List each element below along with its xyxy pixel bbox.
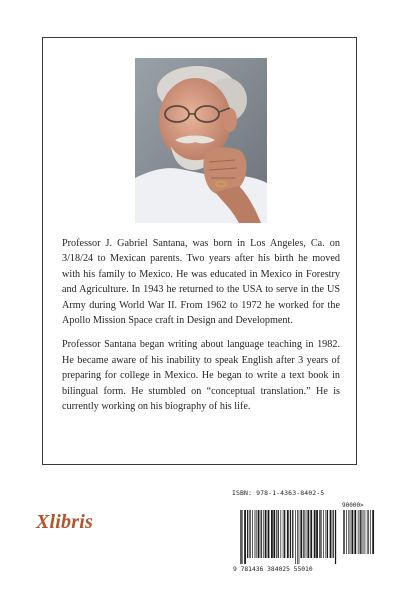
barcode-bar — [360, 510, 361, 554]
barcode-bar — [368, 510, 369, 554]
author-photo — [135, 58, 267, 223]
barcode-bar — [263, 510, 264, 558]
barcode-bar — [314, 510, 316, 558]
isbn-barcode-icon — [240, 510, 338, 564]
barcode-bar — [361, 510, 362, 554]
barcode-bar — [320, 510, 321, 558]
barcode-bar — [370, 510, 371, 554]
barcode-bar — [372, 510, 374, 554]
barcode-bar — [306, 510, 307, 558]
barcode-bar — [333, 510, 334, 558]
barcode-bar — [323, 510, 324, 558]
barcode-bar — [265, 510, 267, 558]
barcode-bar — [310, 510, 312, 558]
bio-paragraph-2: Professor Santana began writing about language teaching in 1982. He became aware of his inability to speak English after 3 years of preparing for college in Mexico. He began to write a text book in bilingual form. He stumbled on “conceptual translation.” He is currently working on his biography of his life. — [62, 339, 340, 413]
barcode-bar — [247, 510, 248, 558]
barcode-bar — [278, 510, 279, 558]
barcode-bar — [358, 510, 359, 554]
barcode-bar — [303, 510, 304, 558]
barcode-bar — [352, 510, 354, 554]
publisher-logo: Xlibris — [36, 511, 93, 533]
barcode-bar — [283, 510, 284, 558]
barcode-bar — [271, 510, 273, 558]
barcode-bar — [300, 510, 302, 558]
bio-paragraph-1: Professor J. Gabriel Santana, was born in Los Angeles, Ca. on 3/18/24 to Mexican parents. Two years after his birth he moved with his family to Mexico. He was educated in Mexico in Forestry and Agriculture. In 1943 he returned to the USA to serve in the US Army during World War II. From 1962 to 1972 he worked for the Apollo Mission Space craft in Design and Development. — [62, 238, 340, 327]
barcode-bar — [343, 510, 344, 554]
barcode-bar — [319, 510, 320, 558]
price-addon-label: 90000> — [342, 502, 364, 509]
barcode-bar — [290, 510, 291, 558]
barcode-bar — [330, 510, 332, 558]
barcode-bar — [280, 510, 281, 558]
barcode-bar — [255, 510, 256, 558]
barcode-bar — [292, 510, 293, 558]
barcode-bar — [346, 510, 347, 554]
barcode-bar — [287, 510, 289, 558]
barcode-bar — [363, 510, 364, 554]
barcode-bar — [350, 510, 351, 554]
barcode-bar — [326, 510, 327, 558]
barcode-bar — [244, 510, 246, 564]
barcode-bar — [307, 510, 309, 558]
barcode-bar — [316, 510, 318, 558]
barcode-bar — [335, 510, 336, 564]
barcode-bar — [261, 510, 262, 558]
author-portrait-icon — [135, 58, 267, 223]
barcode-bar — [348, 510, 349, 554]
barcode-bar — [367, 510, 368, 554]
price-barcode-icon — [343, 510, 376, 564]
barcode-bar — [354, 510, 356, 554]
barcode-bar — [256, 510, 257, 558]
barcode-bar — [276, 510, 277, 558]
barcode-bar — [249, 510, 250, 558]
barcode-bar — [299, 510, 300, 564]
barcode-bar — [297, 510, 298, 564]
barcode-bar — [258, 510, 260, 558]
barcode-bar — [295, 510, 296, 564]
barcode-bar — [365, 510, 366, 554]
barcode-digits: 9 781436 384025 55010 — [233, 566, 313, 573]
barcode-bar — [284, 510, 285, 558]
barcode-bar — [268, 510, 270, 558]
barcode-bar — [344, 510, 345, 554]
isbn-label: ISBN: 978-1-4363-8402-5 — [232, 489, 325, 497]
barcode-bar — [240, 510, 241, 564]
barcode-bar — [273, 510, 275, 558]
barcode-bar — [327, 510, 328, 558]
barcode-bar — [252, 510, 253, 558]
author-biography — [62, 236, 340, 423]
barcode-bar — [241, 510, 242, 564]
